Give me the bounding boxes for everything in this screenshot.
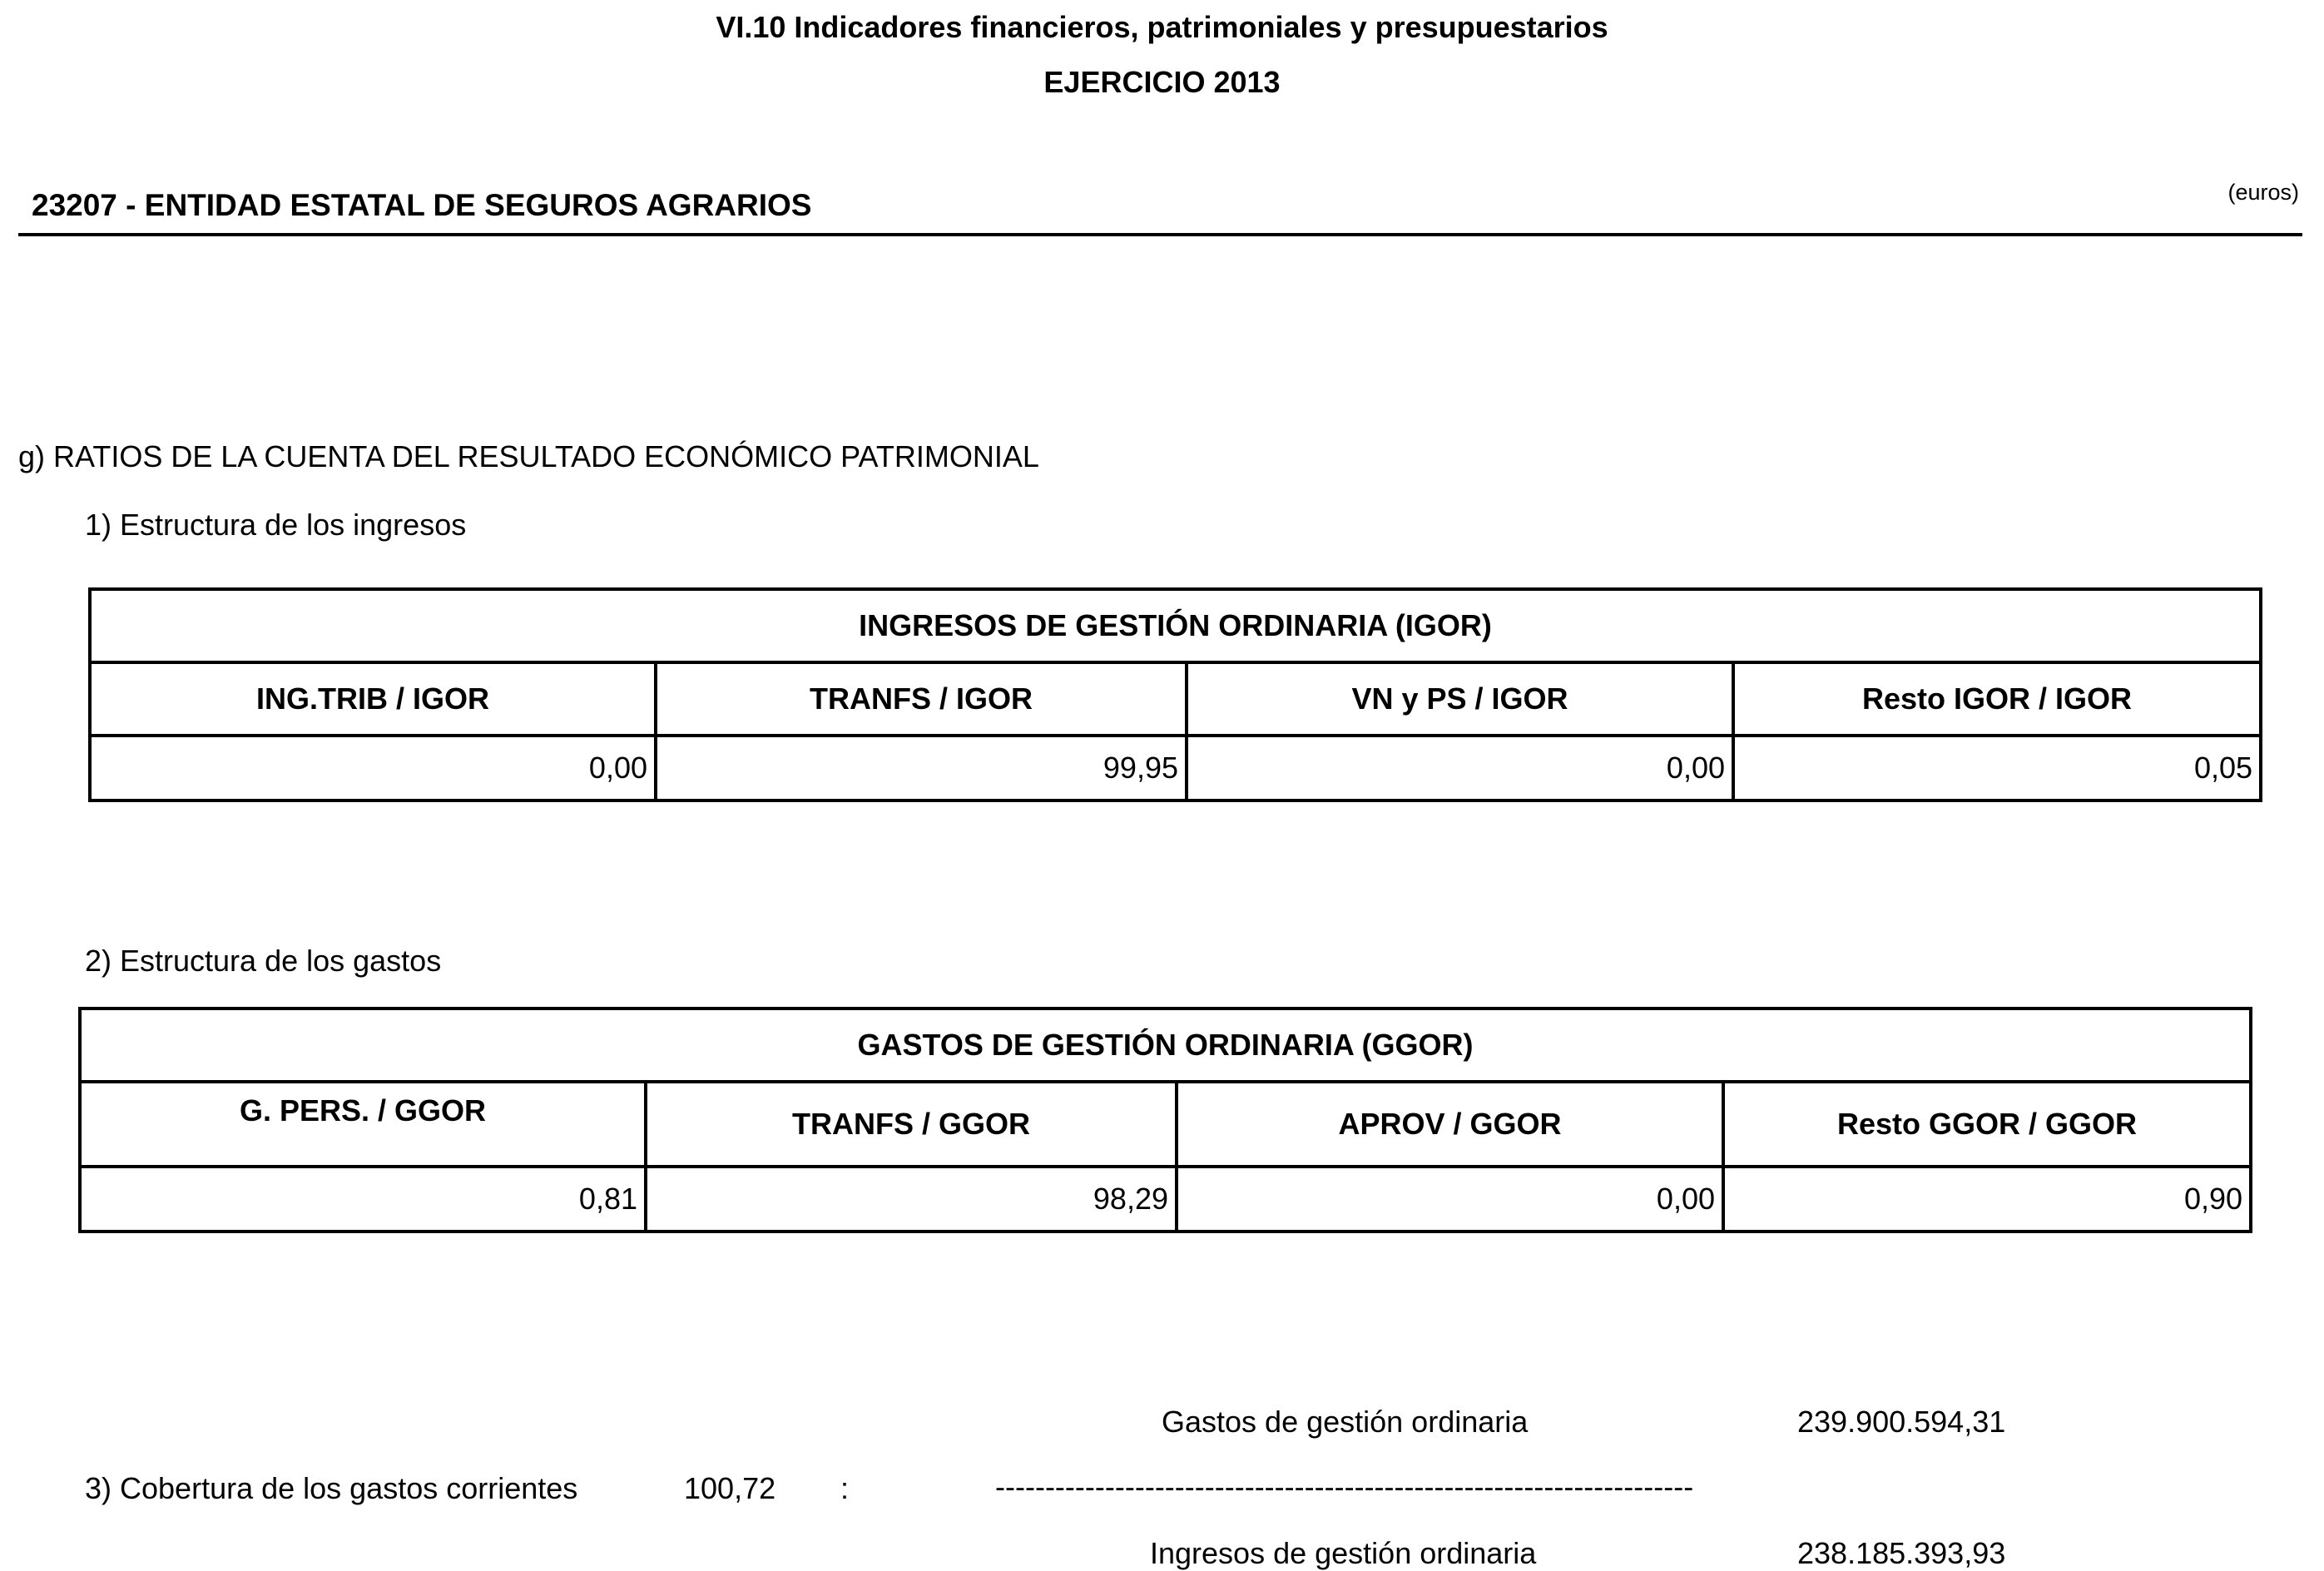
ratio-value: 0,90 xyxy=(1723,1167,2251,1232)
column-header: VN y PS / IGOR xyxy=(1187,662,1733,736)
gastos-table xyxy=(78,1007,2252,1233)
entity-name: 23207 - ENTIDAD ESTATAL DE SEGUROS AGRARIOS xyxy=(32,188,812,222)
column-header: TRANFS / IGOR xyxy=(656,662,1187,736)
units-label: (euros) xyxy=(2227,180,2299,205)
section-title: g) RATIOS DE LA CUENTA DEL RESULTADO ECONÓMICO PATRIMONIAL xyxy=(18,439,1039,473)
column-header: APROV / GGOR xyxy=(1177,1082,1723,1167)
report-title: VI.10 Indicadores financieros, patrimoniales y presupuestarios xyxy=(716,10,1608,44)
ratio-value: 0,00 xyxy=(1177,1167,1723,1232)
column-header: TRANFS / GGOR xyxy=(646,1082,1177,1167)
ratio-value: 0,00 xyxy=(90,736,656,800)
gastos-columns-row xyxy=(80,1082,2251,1167)
gastos-group-header: GASTOS DE GESTIÓN ORDINARIA (GGOR) xyxy=(80,1009,2251,1082)
gastos-values-row xyxy=(80,1167,2251,1232)
denominator-label: Ingresos de gestión ordinaria xyxy=(1150,1536,1537,1570)
gastos-heading: 2) Estructura de los gastos xyxy=(85,944,442,978)
ingresos-values-row xyxy=(90,736,2261,800)
report-year: EJERCICIO 2013 xyxy=(1043,65,1281,99)
cobertura-label: 3) Cobertura de los gastos corrientes xyxy=(85,1471,578,1505)
denominator-value: 238.185.393,93 xyxy=(1797,1536,2006,1570)
column-header: Resto GGOR / GGOR xyxy=(1723,1082,2251,1167)
ratio-value: 98,29 xyxy=(646,1167,1177,1232)
ratio-value: 0,05 xyxy=(1733,736,2261,800)
column-header: ING.TRIB / IGOR xyxy=(90,662,656,736)
column-header: G. PERS. / GGOR xyxy=(80,1082,646,1167)
cobertura-value: 100,72 xyxy=(684,1471,776,1505)
column-header: Resto IGOR / IGOR xyxy=(1733,662,2261,736)
ingresos-table xyxy=(88,587,2262,802)
ratio-value: 99,95 xyxy=(656,736,1187,800)
header-divider xyxy=(18,233,2302,236)
ingresos-heading: 1) Estructura de los ingresos xyxy=(85,508,467,542)
numerator-label: Gastos de gestión ordinaria xyxy=(1162,1405,1529,1439)
ingresos-columns-row xyxy=(90,662,2261,736)
ingresos-group-header: INGRESOS DE GESTIÓN ORDINARIA (IGOR) xyxy=(90,589,2261,662)
numerator-value: 239.900.594,31 xyxy=(1797,1405,2006,1439)
ratio-value: 0,00 xyxy=(1187,736,1733,800)
cobertura-colon: : xyxy=(840,1471,850,1505)
fraction-divider: ---------------------------------------------------------------------- xyxy=(995,1469,1694,1504)
ratio-value: 0,81 xyxy=(80,1167,646,1232)
